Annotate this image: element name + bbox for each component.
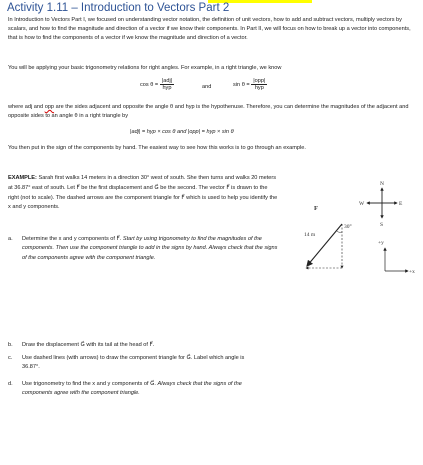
axes-reference: [378, 240, 415, 275]
question-label: a.: [8, 236, 13, 242]
question-b: [8, 341, 388, 351]
example-label: EXAMPLE:: [8, 175, 37, 181]
question-a: [8, 235, 280, 279]
question-label: b.: [8, 342, 13, 348]
spellcheck-word: opp: [44, 104, 55, 110]
trig-intro-paragraph: You will be applying your basic trigonometry relations for right angles. For example, in a right triangle, we know: [8, 65, 282, 71]
x-axis-label: +x: [409, 269, 415, 275]
and-word: and: [202, 84, 212, 90]
question-text: Use trigonometry to find the x and y components of G⃗.: [22, 381, 158, 387]
page-title: Activity 1.11 – Introduction to Vectors Part 2: [7, 2, 230, 14]
sin-lhs: sin θ =: [233, 81, 250, 88]
vector-f-triangle: [304, 205, 352, 268]
question-c: [8, 354, 258, 374]
question-text: Draw the displacement G⃗ with its tail at the head of F⃗.: [22, 342, 155, 348]
compass-w-label: W: [359, 201, 365, 207]
sin-fraction: [251, 78, 267, 91]
magnitude-label: 14 m: [304, 232, 316, 238]
cos-denominator: hyp: [162, 85, 172, 91]
cos-equation: [140, 78, 174, 91]
cos-lhs: cos θ =: [140, 81, 159, 88]
sin-denominator: hyp: [254, 85, 264, 91]
where-text-b: are the sides adjacent and opposite the angle θ and hyp is the hypothenuse. Therefore, you can determine the magnitudes of the adjacent and opposite sides to an angle θ in a right triangle by: [8, 104, 409, 119]
question-body: [22, 380, 254, 399]
vector-f-label: F⃗: [314, 205, 324, 212]
question-text: Determine the x and y components of F⃗.: [22, 236, 123, 242]
question-note: Always check that the signs of the components agree with the component triangle.: [22, 381, 242, 397]
compass-s-label: S: [380, 222, 384, 228]
where-text-a: where adj and: [8, 104, 45, 110]
compass-n-label: N: [380, 181, 384, 187]
magnitude-equations: |adj| = hyp × cos θ and |opp| = hyp × sin θ: [130, 129, 234, 135]
question-label: d.: [8, 381, 13, 387]
y-axis-label: +y: [378, 240, 384, 246]
vector-f-arrow: [307, 224, 342, 266]
sin-equation: [233, 78, 267, 91]
question-d: [8, 380, 258, 412]
example-text: Sarah first walks 14 meters in a direction 30° west of south. She then turns and walks 20 meters at 36.87° east of south. Let F⃗ be the first displacement and G⃗ be the second. The vector F⃗ is drawn to the right (not to scale). The dashed arrows are the component triangle for F⃗ which is used to help you identify the x and y components.: [8, 175, 278, 211]
example-paragraph: [8, 174, 278, 213]
sin-numerator: |opp|: [253, 78, 266, 84]
sign-paragraph: You then put in the sign of the components by hand. The easiest way to see how this works is to go through an example.: [8, 145, 306, 151]
question-text: Use dashed lines (with arrows) to draw the component triangle for G⃗. Label which angle is 36.87°.: [22, 355, 245, 371]
intro-paragraph: In Introduction to Vectors Part I, we focused on understanding vector notation, the definition of unit vectors, how to add and subtract vectors, multiply vectors by scalars, and how to find the magnitude and direction of a vector if we know their components. In Part II, we will focus on how to break up a vector into components, that is how to find the components of a vector if we know the magnitude and direction of a vector.: [8, 17, 411, 41]
question-body: [22, 341, 382, 350]
cos-numerator: |adj|: [161, 78, 173, 84]
compass-rose: [359, 181, 403, 228]
angle-arc: [337, 231, 343, 233]
question-label: c.: [8, 355, 13, 361]
compass-e-label: E: [399, 201, 403, 207]
question-body: [22, 354, 254, 373]
where-paragraph: [8, 103, 416, 121]
question-note: Start by using trigonometry to find the magnitudes of the components. Then use the component triangle to add in the signs by hand. Always check that the signs of the components agree with the component triangle.: [22, 236, 278, 261]
vector-diagram: [290, 176, 420, 286]
question-body: [22, 235, 280, 263]
angle-label: 30°: [344, 224, 352, 230]
cos-fraction: [160, 78, 174, 91]
